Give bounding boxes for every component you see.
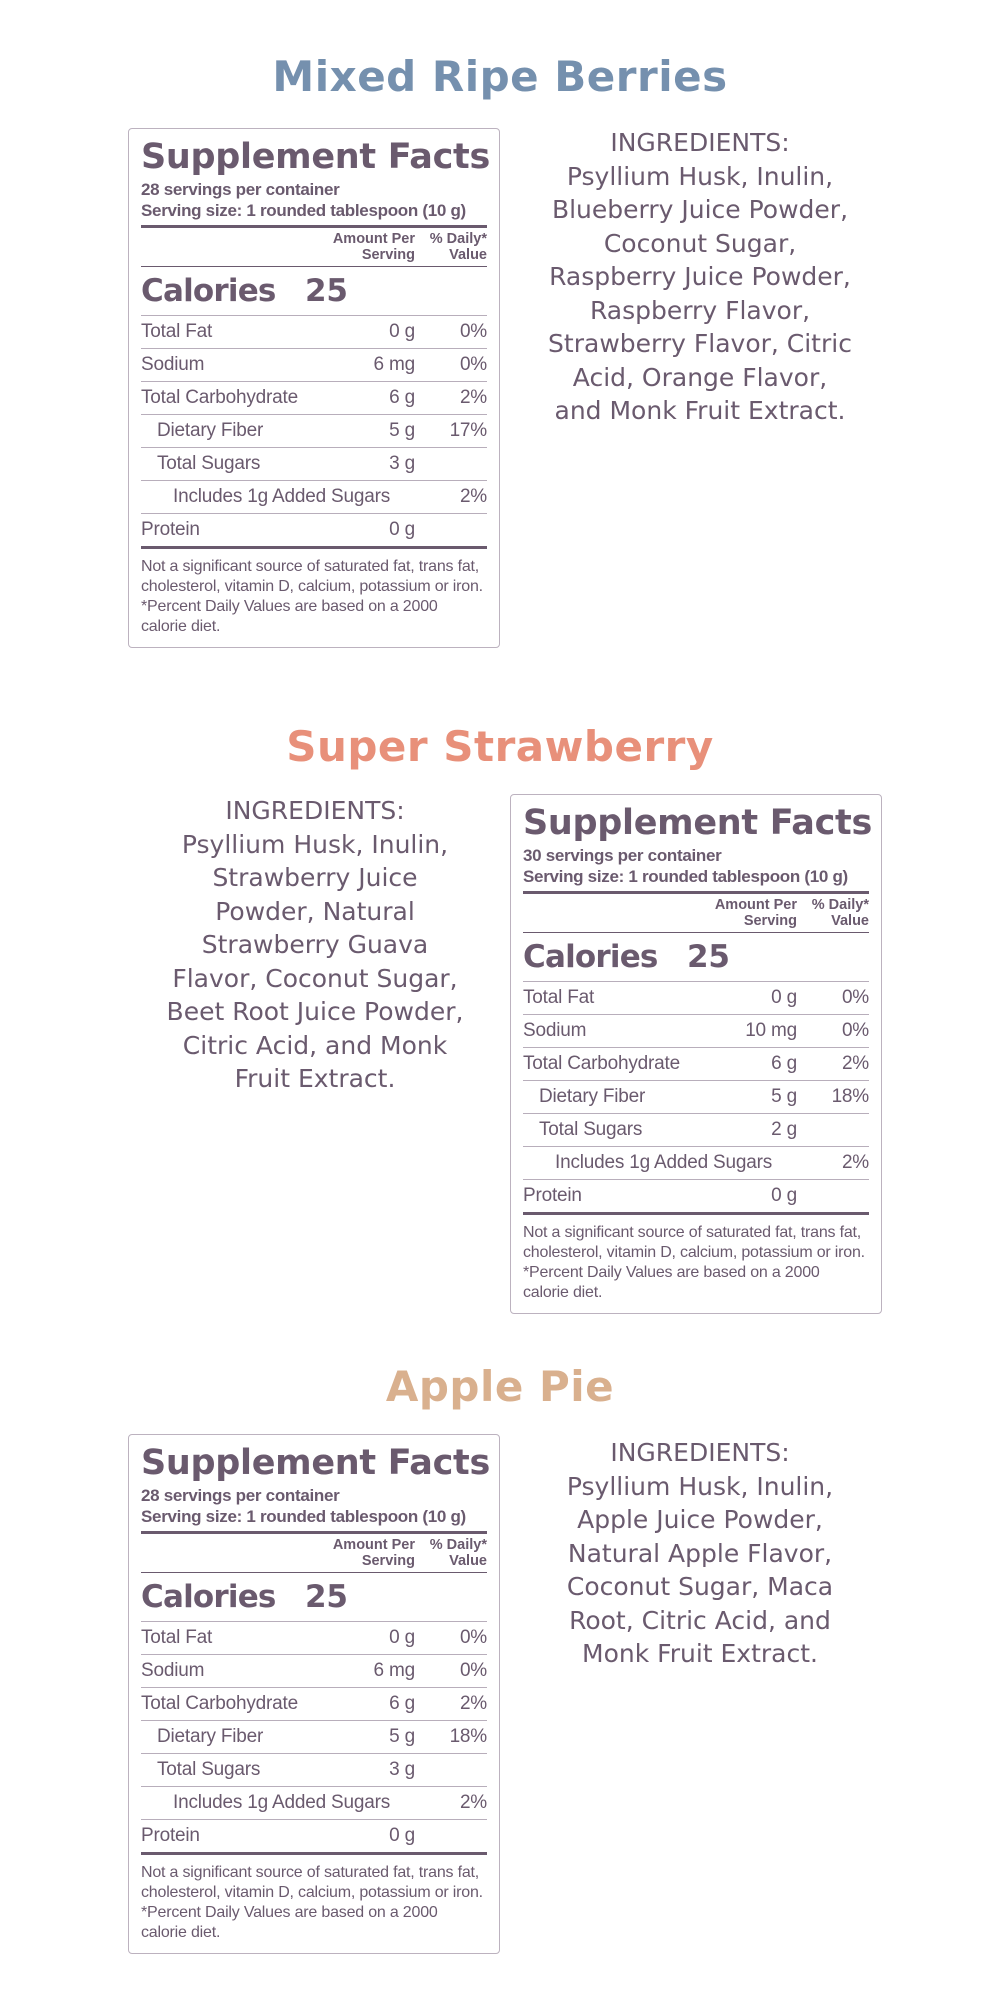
ingredients-label: INGREDIENTS: [610,128,790,157]
col-dv-header: % Daily* Value [429,1537,487,1569]
nutrient-row [141,448,487,481]
ingredients-line: Psyllium Husk, Inulin, [566,1471,834,1501]
nutrient-row [141,415,487,448]
calories-row [141,267,487,316]
nutrient-dv: 0% [459,1627,487,1648]
nutrient-row [141,1688,487,1721]
flavor-title: Super Strawberry [286,722,714,771]
footnote: Not a significant source of saturated fat, trans fat, cholesterol, vitamin D, calcium, potassium or iron. *Percent Daily Values are based on a 2000 calorie diet. [141,558,483,635]
nutrient-dv: 17% [449,420,487,441]
servings-per-container: 28 servings per container [141,1486,340,1505]
nutrient-row [523,1048,869,1081]
col-dv-header: % Daily* Value [429,231,487,263]
nutrient-amount: 3 g [389,453,415,474]
col-amount-header: Amount Per Serving [332,1537,415,1569]
serving-size: Serving size: 1 rounded tablespoon (10 g) [141,201,466,220]
nutrient-amount: 0 g [389,321,415,342]
nutrient-row [141,316,487,349]
nutrient-name: Dietary Fiber [157,1726,264,1747]
calories-label: Calories [523,939,658,975]
ingredients-line: Flavor, Coconut Sugar, [172,963,458,993]
nutrient-amount: 3 g [389,1759,415,1780]
col-amount-header: Amount Per Serving [714,897,797,929]
ingredients-line: Strawberry Flavor, Citric [548,329,852,358]
flavor-title: Apple Pie [385,1362,615,1411]
column-headers [141,231,487,267]
supplement-facts-panel [128,1434,500,1954]
nutrient-dv: 18% [449,1726,487,1747]
ingredients-line: Apple Juice Powder, [577,1505,823,1534]
ingredients-line: Fruit Extract. [234,1064,396,1093]
nutrient-amount: 6 g [389,1693,415,1714]
nutrient-amount: 0 g [389,519,415,540]
nutrient-row [141,1754,487,1787]
nutrient-dv: 0% [459,321,487,342]
ingredients-line: Raspberry Juice Powder, [549,262,851,291]
nutrient-row [141,1721,487,1754]
nutrient-name: Total Carbohydrate [523,1053,680,1074]
nutrient-name: Dietary Fiber [539,1086,646,1107]
nutrient-row [523,982,869,1015]
nutrient-name: Includes 1g Added Sugars [173,1792,391,1813]
calories-row [523,933,869,982]
nutrient-dv: 0% [841,987,869,1008]
ingredients-label: INGREDIENTS: [610,1438,790,1467]
ingredients-line: Strawberry Guava [201,930,429,959]
nutrient-name: Protein [141,1825,200,1846]
ingredients-line: Powder, Natural [215,896,415,926]
supplement-facts-panel [128,128,500,648]
ingredients-block [530,126,870,428]
ingredients-line: Citric Acid, and Monk [182,1030,448,1060]
nutrient-name: Total Fat [523,987,595,1008]
nutrient-name: Dietary Fiber [157,420,264,441]
ingredients-label: INGREDIENTS: [225,796,405,825]
ingredients-line: Strawberry Juice [212,863,418,892]
nutrient-dv: 2% [459,486,487,507]
nutrient-amount: 6 g [389,387,415,408]
footnote: Not a significant source of saturated fat, trans fat, cholesterol, vitamin D, calcium, potassium or iron. *Percent Daily Values are based on a 2000 calorie diet. [141,1864,483,1941]
ingredients-line: Psyllium Husk, Inulin, [181,829,449,859]
ingredients-line: Coconut Sugar, Maca [566,1572,834,1601]
facts-heading: Supplement Facts [141,1443,490,1483]
nutrient-row [141,514,487,549]
col-dv-header: % Daily* Value [811,897,869,929]
facts-heading: Supplement Facts [141,137,490,177]
nutrient-dv: 2% [459,1792,487,1813]
nutrient-amount: 0 g [771,1185,797,1206]
nutrient-name: Total Sugars [539,1119,643,1140]
nutrient-row [141,1622,487,1655]
nutrient-dv: 0% [459,354,487,375]
nutrient-row [141,349,487,382]
nutrient-dv: 2% [459,387,487,408]
serving-size: Serving size: 1 rounded tablespoon (10 g) [523,867,848,886]
ingredients-line: Monk Fruit Extract. [582,1639,818,1668]
nutrient-amount: 5 g [771,1086,797,1107]
ingredients-line: Natural Apple Flavor, [567,1538,833,1568]
nutrient-row [523,1114,869,1147]
nutrient-amount: 5 g [389,420,415,441]
nutrient-dv: 2% [841,1053,869,1074]
calories-value: 25 [305,273,348,309]
nutrient-row [523,1147,869,1180]
nutrient-name: Protein [523,1185,582,1206]
nutrient-name: Total Sugars [157,453,261,474]
nutrient-name: Includes 1g Added Sugars [555,1152,773,1173]
nutrient-amount: 6 g [771,1053,797,1074]
nutrient-row [141,1820,487,1855]
footnote: Not a significant source of saturated fat, trans fat, cholesterol, vitamin D, calcium, potassium or iron. *Percent Daily Values are based on a 2000 calorie diet. [523,1224,865,1301]
nutrient-amount: 10 mg [745,1020,797,1041]
divider-thick [141,1531,487,1534]
facts-heading: Supplement Facts [523,803,872,843]
nutrient-amount: 6 mg [373,1660,415,1681]
nutrient-dv: 0% [841,1020,869,1041]
nutrient-name: Sodium [141,354,205,375]
calories-label: Calories [141,1579,276,1615]
ingredients-line: Beet Root Juice Powder, [166,997,464,1026]
ingredients-line: Blueberry Juice Powder, [551,195,849,224]
nutrient-row [141,382,487,415]
nutrient-row [523,1081,869,1114]
nutrient-amount: 0 g [389,1825,415,1846]
servings-per-container: 30 servings per container [523,846,722,865]
calories-value: 25 [687,939,730,975]
serving-size: Serving size: 1 rounded tablespoon (10 g) [141,1507,466,1526]
ingredients-line: Acid, Orange Flavor, [572,362,828,392]
nutrient-dv: 2% [841,1152,869,1173]
nutrient-name: Total Carbohydrate [141,387,298,408]
nutrient-dv: 0% [459,1660,487,1681]
nutrient-amount: 6 mg [373,354,415,375]
nutrient-amount: 2 g [771,1119,797,1140]
nutrient-name: Total Fat [141,321,213,342]
column-headers [523,897,869,933]
nutrient-name: Includes 1g Added Sugars [173,486,391,507]
ingredients-line: Raspberry Flavor, [589,295,811,325]
calories-value: 25 [305,1579,348,1615]
servings-per-container: 28 servings per container [141,180,340,199]
nutrient-name: Total Carbohydrate [141,1693,298,1714]
supplement-facts-panel [510,794,882,1314]
column-headers [141,1537,487,1573]
nutrient-name: Protein [141,519,200,540]
divider-thick [141,225,487,228]
nutrient-row [141,1655,487,1688]
col-amount-header: Amount Per Serving [332,231,415,263]
nutrient-dv: 18% [831,1086,869,1107]
nutrient-name: Sodium [523,1020,587,1041]
nutrient-name: Sodium [141,1660,205,1681]
nutrient-row [141,481,487,514]
ingredients-line: Coconut Sugar, [603,228,797,258]
nutrient-amount: 0 g [389,1627,415,1648]
nutrient-row [523,1180,869,1215]
ingredients-block [150,794,480,1096]
ingredients-line: Psyllium Husk, Inulin, [566,161,834,191]
nutrient-name: Total Sugars [157,1759,261,1780]
nutrient-row [141,1787,487,1820]
calories-row [141,1573,487,1622]
ingredients-block [530,1436,870,1671]
nutrient-row [523,1015,869,1048]
ingredients-line: and Monk Fruit Extract. [554,396,846,425]
flavor-title: Mixed Ripe Berries [272,52,728,101]
nutrient-dv: 2% [459,1693,487,1714]
ingredients-line: Root, Citric Acid, and [569,1605,831,1635]
calories-label: Calories [141,273,276,309]
nutrient-amount: 5 g [389,1726,415,1747]
divider-thick [523,891,869,894]
nutrient-name: Total Fat [141,1627,213,1648]
nutrient-amount: 0 g [771,987,797,1008]
